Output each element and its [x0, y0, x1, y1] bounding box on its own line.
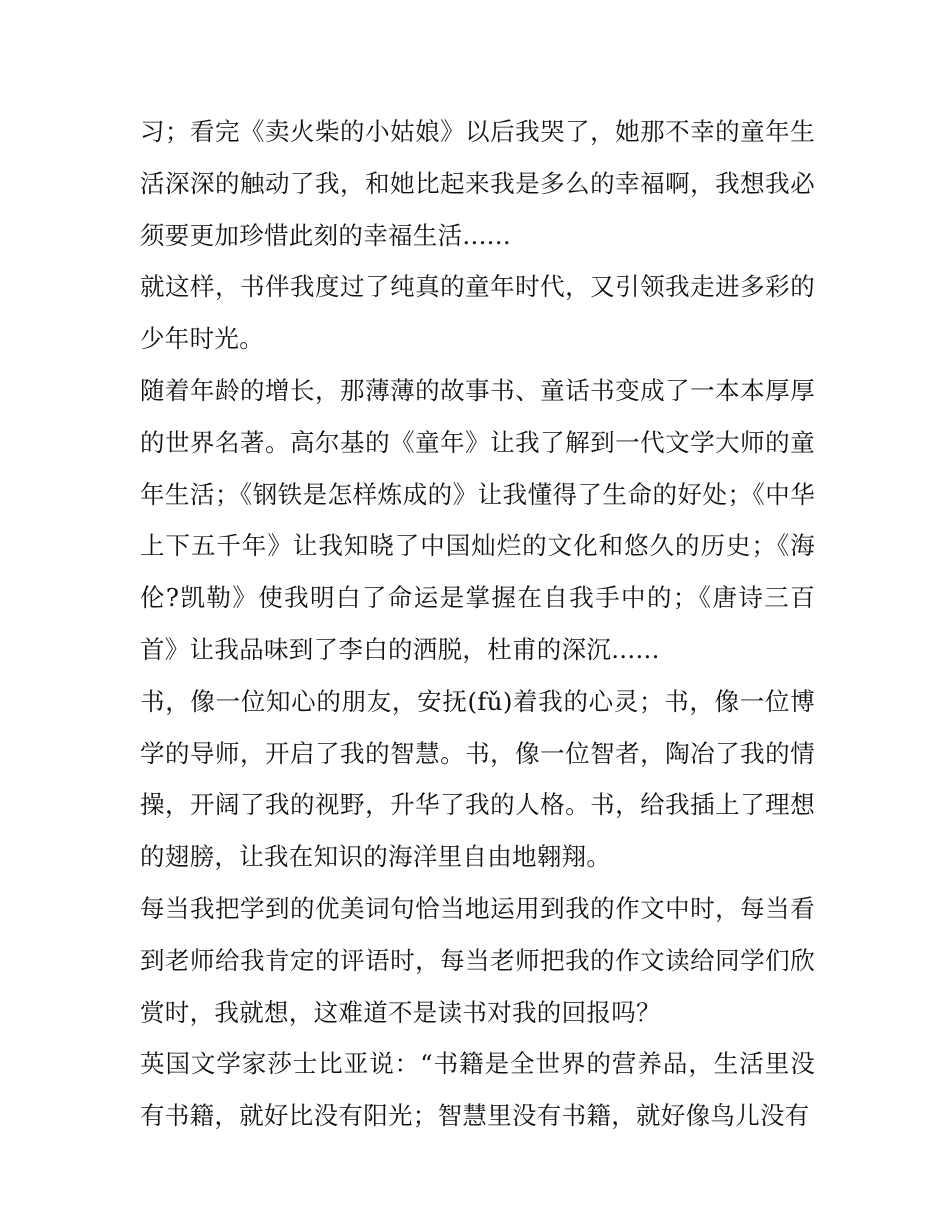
document-body	[140, 106, 815, 1142]
paragraph-6: 英国文学家莎士比亚说：“书籍是全世界的营养品，生活里没有书籍，就好比没有阳光；智慧里没有书籍，就好像鸟儿没有	[140, 1049, 815, 1131]
paragraph-2: 就这样，书伴我度过了纯真的童年时代，又引领我走进多彩的少年时光。	[140, 272, 815, 354]
paragraph-5: 每当我把学到的优美词句恰当地运用到我的作文中时，每当看到老师给我肯定的评语时，每当老师把我的作文读给同学们欣赏时，我就想，这难道不是读书对我的回报吗？	[140, 893, 815, 1027]
paragraph-1: 习；看完《卖火柴的小姑娘》以后我哭了，她那不幸的童年生活深深的触动了我，和她比起来我是多么的幸福啊，我想我必须要更加珍惜此刻的幸福生活......	[140, 117, 815, 250]
paragraph-4: 书，像一位知心的朋友，安抚(fǔ)着我的心灵；书，像一位博学的导师，开启了我的智慧。书，像一位智者，陶冶了我的情操，开阔了我的视野，升华了我的人格。书，给我插上了理想的翅膀，让我在知识的海洋里自由地翱翔。	[140, 686, 815, 872]
paragraph-3: 随着年龄的增长，那薄薄的故事书、童话书变成了一本本厚厚的世界名著。高尔基的《童年》让我了解到一代文学大师的童年生活；《钢铁是怎样炼成的》让我懂得了生命的好处；《中华上下五千年》让我知晓了中国灿烂的文化和悠久的历史；《海伦?凯勒》使我明白了命运是掌握在自我手中的；《唐诗三百首》让我品味到了李白的洒脱，杜甫的深沉......	[140, 375, 815, 664]
